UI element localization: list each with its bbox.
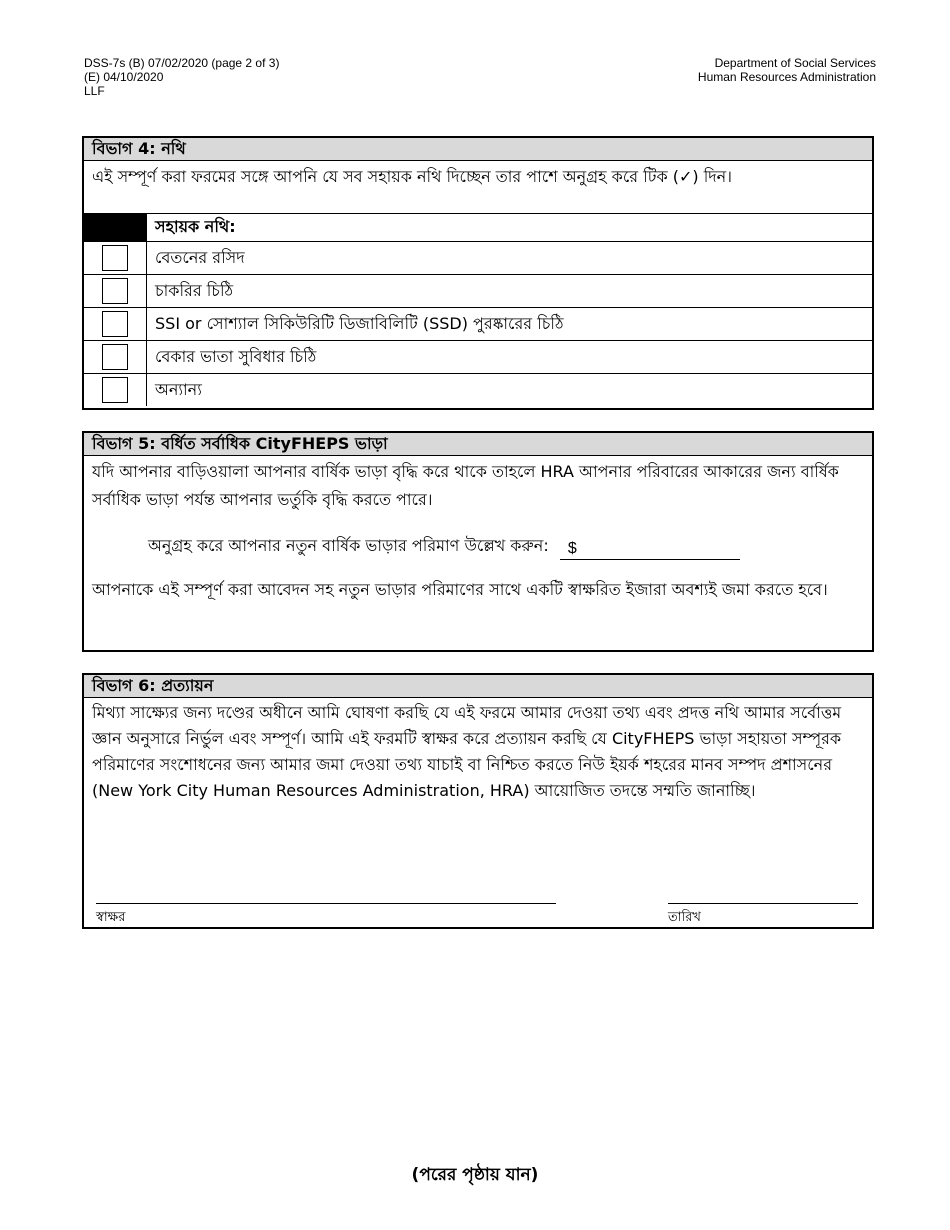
- section-5-rent: [82, 431, 874, 652]
- section-5-title: বিভাগ 5: বর্ধিত সর্বাধিক CityFHEPS ভাড়া: [84, 433, 872, 456]
- ssi-ssd-checkbox[interactable]: [102, 311, 128, 337]
- section-6-attestation: [82, 673, 874, 929]
- documents-table-title: সহায়ক নথি:: [155, 217, 236, 236]
- form-id-block: [84, 56, 279, 98]
- signature-label: স্বাক্ষর: [96, 910, 126, 925]
- date-label: তারিখ: [668, 910, 701, 925]
- section-6-title: বিভাগ 6: প্রত্যায়ন: [84, 675, 872, 698]
- document-label: SSI or সোশ্যাল সিকিউরিটি ডিজাবিলিটি (SSD) পুরষ্কারের চিঠি: [147, 308, 873, 341]
- documents-table-header: [84, 214, 872, 242]
- rent-amount-label: অনুগ্রহ করে আপনার নতুন বার্ষিক ভাড়ার পরিমাণ উল্লেখ করুন:: [148, 536, 549, 555]
- rent-amount-field[interactable]: [560, 535, 740, 560]
- agency-block: [698, 56, 876, 84]
- pay-stubs-checkbox[interactable]: [102, 245, 128, 271]
- section-4-title: বিভাগ 4: নথি: [84, 138, 872, 161]
- document-label: বেকার ভাতা সুবিধার চিঠি: [147, 341, 873, 374]
- header-black-cell: [84, 214, 147, 242]
- attestation-text: মিথ্যা সাক্ষ্যের জন্য দণ্ডের অধীনে আমি ঘোষণা করছি যে এই ফরমে আমার দেওয়া তথ্য এবং প্রদত্ত নথি আমার সর্বোত্তম জ্ঞান অনুসারে নির্ভুল এবং সম্পূর্ণ। আমি এই ফরমটি স্বাক্ষর করে প্রত্যায়ন করছি যে CityFHEPS ভাড়া সহায়তা সম্পূরক পরিমাণের সংশোধনের জন্য আমার জমা দেওয়া তথ্য যাচাই বা নিশ্চিত করতে নিউ ইয়র্ক শহরের মানব সম্পদ প্রশাসনের (New York City Human Resources Administration, HRA) আয়োজিত তদন্তে সম্মতি জানাচ্ছি।: [92, 703, 842, 800]
- document-row-employment-letter: [84, 275, 872, 308]
- currency-symbol: $: [567, 540, 577, 557]
- form-lang-code: LLF: [84, 84, 105, 98]
- form-id: DSS-7s (B) 07/02/2020 (page 2 of 3): [84, 56, 280, 70]
- date-field[interactable]: [668, 903, 858, 928]
- other-checkbox[interactable]: [102, 377, 128, 403]
- section-5-paragraph-1: যদি আপনার বাড়িওয়ালা আপনার বার্ষিক ভাড়া বৃদ্ধি করে থাকে তাহলে HRA আপনার পরিবারের আকারের জন্য বার্ষিক সর্বাধিক ভাড়া পর্যন্ত আপনার ভর্তুকি বৃদ্ধি করতে পারে।: [92, 462, 839, 509]
- agency-subname: Human Resources Administration: [697, 70, 876, 84]
- section-5-paragraph-2: আপনাকে এই সম্পূর্ণ করা আবেদন সহ নতুন ভাড়ার পরিমাণের সাথে একটি স্বাক্ষরিত ইজারা অবশ্যই জমা করতে হবে।: [92, 580, 828, 599]
- documents-table: [84, 214, 872, 406]
- form-edition: (E) 04/10/2020: [84, 70, 164, 84]
- signature-field[interactable]: [96, 903, 556, 928]
- document-row-other: [84, 374, 872, 407]
- document-label: চাকরির চিঠি: [147, 275, 873, 308]
- document-row-unemployment: [84, 341, 872, 374]
- rent-amount-line: [148, 532, 864, 560]
- document-row-pay-stubs: [84, 242, 872, 275]
- section-4-documents: [82, 136, 874, 410]
- document-row-ssi-ssd: [84, 308, 872, 341]
- document-label: অন্যান্য: [147, 374, 873, 407]
- continue-note: (পরের পৃষ্ঠায় যান): [411, 1165, 539, 1185]
- agency-name: Department of Social Services: [714, 56, 876, 70]
- section-4-instruction: এই সম্পূর্ণ করা ফরমের সঙ্গে আপনি যে সব সহায়ক নথি দিচ্ছেন তার পাশে অনুগ্রহ করে টিক (✓) দিন।: [84, 161, 872, 214]
- employment-letter-checkbox[interactable]: [102, 278, 128, 304]
- document-label: বেতনের রসিদ: [147, 242, 873, 275]
- unemployment-letter-checkbox[interactable]: [102, 344, 128, 370]
